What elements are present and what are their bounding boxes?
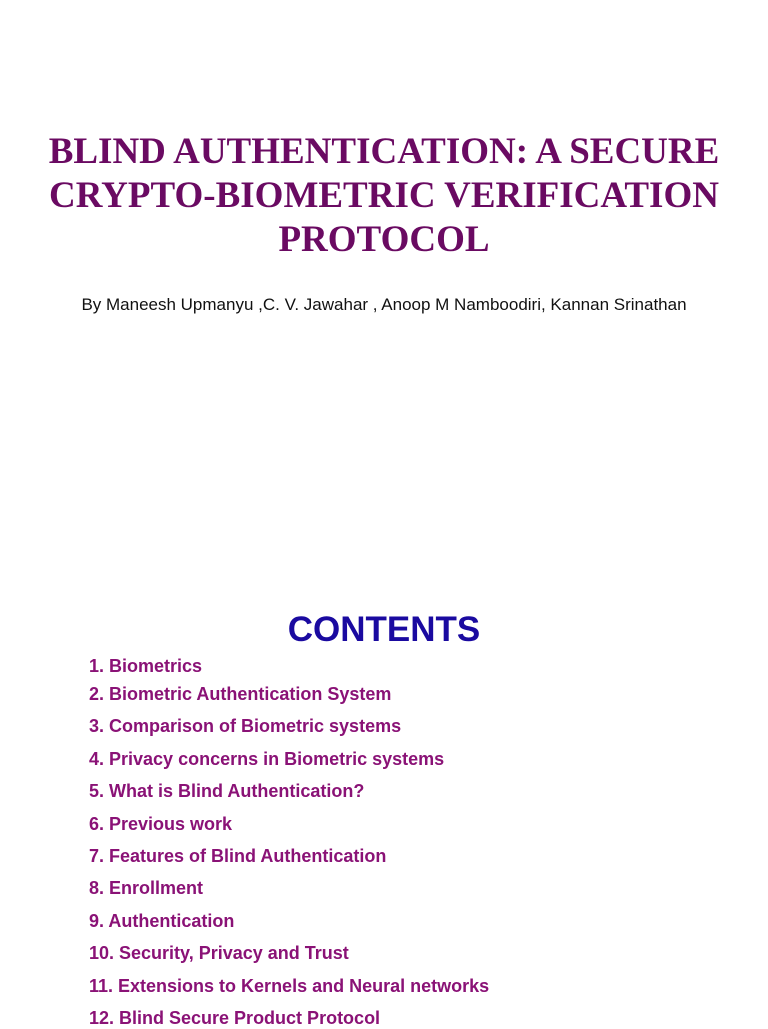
document-title [0, 130, 768, 262]
toc-item: 8. Enrollment [89, 878, 204, 898]
toc-item: 9. Authentication [89, 911, 235, 931]
toc-item: 1. Biometrics [89, 656, 203, 676]
toc-item: 10. Security, Privacy and Trust [89, 943, 349, 963]
toc-item: 6. Previous work [89, 814, 233, 834]
author-list: By Maneesh Upmanyu ,C. V. Jawahar , Anoop M Namboodiri, Kannan Srinathan [81, 295, 687, 314]
toc-item: 4. Privacy concerns in Biometric systems [89, 749, 445, 769]
toc-item: 11. Extensions to Kernels and Neural networks [89, 976, 490, 996]
contents-slide [0, 560, 768, 1028]
toc-item: 7. Features of Blind Authentication [89, 846, 387, 866]
toc-item: 12. Blind Secure Product Protocol [89, 1008, 381, 1028]
document-title-line: BLIND AUTHENTICATION: A SECURE [48, 131, 720, 172]
document-title-line: PROTOCOL [278, 219, 490, 260]
toc-item: 3. Comparison of Biometric systems [89, 716, 402, 736]
toc-item: 5. What is Blind Authentication? [89, 781, 365, 801]
toc-item: 2. Biometric Authentication System [89, 684, 392, 704]
document-title-line: CRYPTO-BIOMETRIC VERIFICATION [49, 175, 719, 216]
contents-heading: CONTENTS [287, 610, 481, 649]
